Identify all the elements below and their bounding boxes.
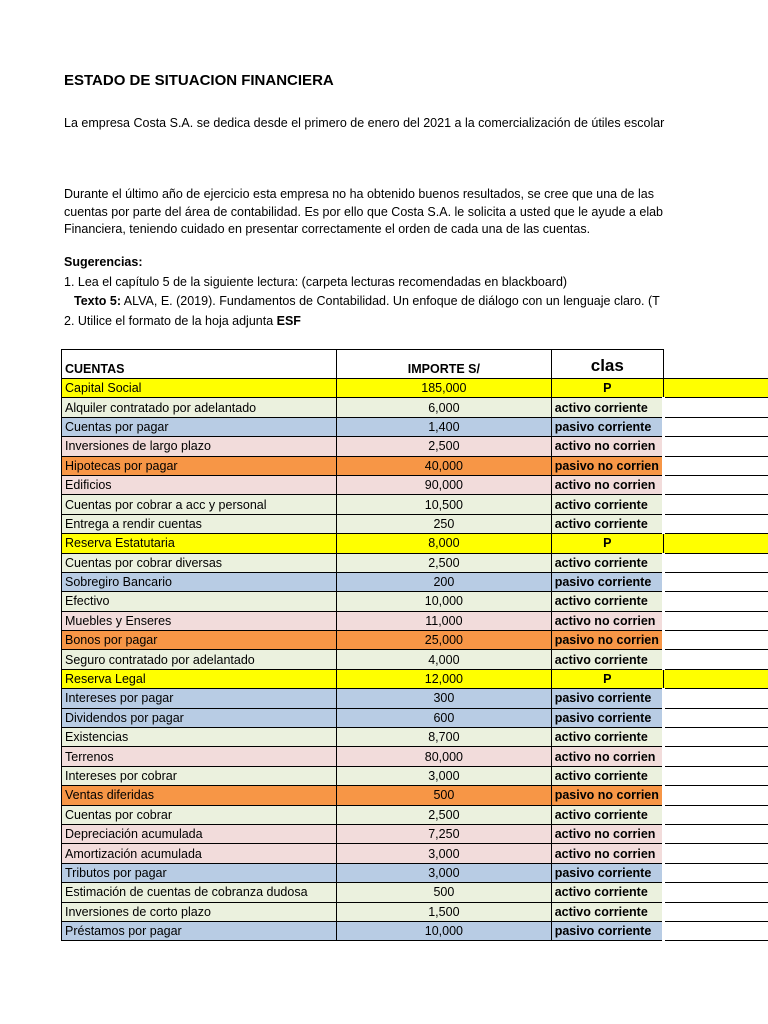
table-row [62, 669, 768, 688]
account-name-cell: Existencias [62, 728, 337, 747]
account-name-cell: Préstamos por pagar [62, 921, 337, 940]
account-name-cell: Hipotecas por pagar [62, 456, 337, 475]
classification-cell: activo no corrien [551, 611, 663, 630]
table-row [62, 786, 768, 805]
amount-cell: 2,500 [337, 437, 552, 456]
amount-cell: 2,500 [337, 805, 552, 824]
table-row [62, 456, 768, 475]
account-name-cell: Estimación de cuentas de cobranza dudosa [62, 883, 337, 902]
account-name-cell: Depreciación acumulada [62, 824, 337, 843]
account-name-cell: Cuentas por cobrar a acc y personal [62, 495, 337, 514]
classification-cell: activo no corrien [551, 824, 663, 843]
amount-cell: 500 [337, 786, 552, 805]
account-name-cell: Cuentas por pagar [62, 417, 337, 436]
classification-cell: pasivo corriente [551, 921, 663, 940]
classification-cell: P [551, 534, 663, 553]
header-importe: IMPORTE S/ [337, 350, 552, 379]
trailing-cell [663, 902, 768, 921]
classification-cell: activo no corrien [551, 437, 663, 456]
table-row [62, 728, 768, 747]
table-row [62, 514, 768, 533]
account-name-cell: Reserva Estatutaria [62, 534, 337, 553]
amount-cell: 25,000 [337, 631, 552, 650]
account-name-cell: Sobregiro Bancario [62, 572, 337, 591]
account-name-cell: Inversiones de largo plazo [62, 437, 337, 456]
table-row [62, 553, 768, 572]
description-paragraph [64, 186, 663, 239]
amount-cell: 600 [337, 708, 552, 727]
amount-cell: 8,700 [337, 728, 552, 747]
trailing-cell [663, 689, 768, 708]
table-row [62, 437, 768, 456]
amount-cell: 8,000 [337, 534, 552, 553]
trailing-cell [663, 805, 768, 824]
account-name-cell: Efectivo [62, 592, 337, 611]
text-reference-citation: ALVA, E. (2019). Fundamentos de Contabilidad. Un enfoque de diálogo con un lenguaje claro. (T [121, 294, 660, 308]
amount-cell: 300 [337, 689, 552, 708]
trailing-cell [663, 631, 768, 650]
amount-cell: 10,500 [337, 495, 552, 514]
paragraph-line: Durante el último año de ejercicio esta empresa no ha obtenido buenos resultados, se cree que una de las [64, 187, 654, 201]
page-title: ESTADO DE SITUACION FINANCIERA [64, 72, 334, 89]
account-name-cell: Intereses por pagar [62, 689, 337, 708]
suggestion-text-reference [64, 293, 660, 311]
header-cuentas: CUENTAS [62, 350, 337, 379]
account-name-cell: Dividendos por pagar [62, 708, 337, 727]
amount-cell: 10,000 [337, 592, 552, 611]
amount-cell: 10,000 [337, 921, 552, 940]
account-name-cell: Seguro contratado por adelantado [62, 650, 337, 669]
amount-cell: 3,000 [337, 863, 552, 882]
trailing-cell [663, 456, 768, 475]
paragraph-line: Financiera, teniendo cuidado en presentar correctamente el orden de cada una de las cuentas. [64, 222, 591, 236]
account-name-cell: Alquiler contratado por adelantado [62, 398, 337, 417]
table-row [62, 631, 768, 650]
classification-cell: activo no corrien [551, 747, 663, 766]
table-row [62, 921, 768, 940]
table-row [62, 708, 768, 727]
trailing-cell [663, 650, 768, 669]
classification-cell: activo corriente [551, 883, 663, 902]
account-name-cell: Inversiones de corto plazo [62, 902, 337, 921]
table-row [62, 747, 768, 766]
amount-cell: 4,000 [337, 650, 552, 669]
amount-cell: 40,000 [337, 456, 552, 475]
suggestion-item-1: 1. Lea el capítulo 5 de la siguiente lectura: (carpeta lecturas recomendadas en blackboard) [64, 274, 568, 289]
trailing-cell [663, 611, 768, 630]
classification-cell: activo corriente [551, 398, 663, 417]
intro-text: La empresa Costa S.A. se dedica desde el primero de enero del 2021 a la comercialización de útiles escolar [64, 116, 665, 130]
table-row [62, 689, 768, 708]
amount-cell: 11,000 [337, 611, 552, 630]
header-clasificacion: clas [551, 350, 663, 379]
table-row [62, 398, 768, 417]
classification-cell: pasivo corriente [551, 572, 663, 591]
accounts-table [61, 349, 768, 941]
amount-cell: 200 [337, 572, 552, 591]
suggestions-heading: Sugerencias: [64, 255, 143, 269]
trailing-cell [663, 669, 768, 688]
trailing-cell [663, 572, 768, 591]
table-row [62, 883, 768, 902]
trailing-cell [663, 398, 768, 417]
esf-format-label: ESF [276, 313, 301, 328]
amount-cell: 12,000 [337, 669, 552, 688]
classification-cell: activo no corrien [551, 475, 663, 494]
trailing-cell [663, 592, 768, 611]
table-row [62, 592, 768, 611]
classification-cell: activo corriente [551, 514, 663, 533]
trailing-cell [663, 475, 768, 494]
account-name-cell: Cuentas por cobrar [62, 805, 337, 824]
table-row [62, 844, 768, 863]
table-row [62, 902, 768, 921]
trailing-cell [663, 417, 768, 436]
header-spacer [663, 350, 768, 379]
classification-cell: activo corriente [551, 728, 663, 747]
table-row [62, 495, 768, 514]
classification-cell: P [551, 669, 663, 688]
trailing-cell [663, 844, 768, 863]
classification-cell: activo no corrien [551, 844, 663, 863]
trailing-cell [663, 921, 768, 940]
classification-cell: pasivo no corrien [551, 456, 663, 475]
amount-cell: 1,500 [337, 902, 552, 921]
amount-cell: 1,400 [337, 417, 552, 436]
account-name-cell: Intereses por cobrar [62, 766, 337, 785]
amount-cell: 90,000 [337, 475, 552, 494]
suggestion-item-2-text: 2. Utilice el formato de la hoja adjunta [64, 313, 277, 328]
classification-cell: activo corriente [551, 805, 663, 824]
account-name-cell: Tributos por pagar [62, 863, 337, 882]
classification-cell: activo corriente [551, 553, 663, 572]
suggestion-item-2 [64, 313, 660, 331]
amount-cell: 3,000 [337, 844, 552, 863]
trailing-cell [663, 786, 768, 805]
trailing-cell [663, 379, 768, 398]
account-name-cell: Ventas diferidas [62, 786, 337, 805]
classification-cell: pasivo corriente [551, 708, 663, 727]
text-reference-label: Texto 5: [74, 294, 121, 308]
classification-cell: pasivo corriente [551, 689, 663, 708]
trailing-cell [663, 534, 768, 553]
classification-cell: pasivo no corrien [551, 631, 663, 650]
amount-cell: 80,000 [337, 747, 552, 766]
classification-cell: activo corriente [551, 495, 663, 514]
trailing-cell [663, 883, 768, 902]
table-row [62, 863, 768, 882]
trailing-cell [663, 863, 768, 882]
trailing-cell [663, 514, 768, 533]
suggestions-block [64, 254, 660, 330]
table-row [62, 417, 768, 436]
account-name-cell: Edificios [62, 475, 337, 494]
table-row [62, 650, 768, 669]
trailing-cell [663, 495, 768, 514]
table-row [62, 379, 768, 398]
table-row [62, 824, 768, 843]
classification-cell: pasivo corriente [551, 863, 663, 882]
trailing-cell [663, 747, 768, 766]
table-row [62, 475, 768, 494]
classification-cell: activo corriente [551, 592, 663, 611]
amount-cell: 500 [337, 883, 552, 902]
account-name-cell: Reserva Legal [62, 669, 337, 688]
trailing-cell [663, 728, 768, 747]
table-row [62, 572, 768, 591]
classification-cell: activo corriente [551, 766, 663, 785]
account-name-cell: Cuentas por cobrar diversas [62, 553, 337, 572]
account-name-cell: Capital Social [62, 379, 337, 398]
amount-cell: 3,000 [337, 766, 552, 785]
amount-cell: 185,000 [337, 379, 552, 398]
account-name-cell: Entrega a rendir cuentas [62, 514, 337, 533]
table-row [62, 611, 768, 630]
classification-cell: pasivo no corrien [551, 786, 663, 805]
amount-cell: 6,000 [337, 398, 552, 417]
amount-cell: 250 [337, 514, 552, 533]
table-row [62, 766, 768, 785]
amount-cell: 7,250 [337, 824, 552, 843]
classification-cell: P [551, 379, 663, 398]
classification-cell: pasivo corriente [551, 417, 663, 436]
paragraph-line: cuentas por parte del área de contabilidad. Es por ello que Costa S.A. le solicita a usted que le ayude a elab [64, 204, 663, 219]
account-name-cell: Amortización acumulada [62, 844, 337, 863]
accounts-table-body [62, 379, 768, 941]
trailing-cell [663, 824, 768, 843]
trailing-cell [663, 553, 768, 572]
trailing-cell [663, 437, 768, 456]
trailing-cell [663, 708, 768, 727]
classification-cell: activo corriente [551, 650, 663, 669]
trailing-cell [663, 766, 768, 785]
account-name-cell: Bonos por pagar [62, 631, 337, 650]
account-name-cell: Muebles y Enseres [62, 611, 337, 630]
table-row [62, 805, 768, 824]
amount-cell: 2,500 [337, 553, 552, 572]
account-name-cell: Terrenos [62, 747, 337, 766]
classification-cell: activo corriente [551, 902, 663, 921]
table-header-row [62, 350, 768, 379]
table-row [62, 534, 768, 553]
